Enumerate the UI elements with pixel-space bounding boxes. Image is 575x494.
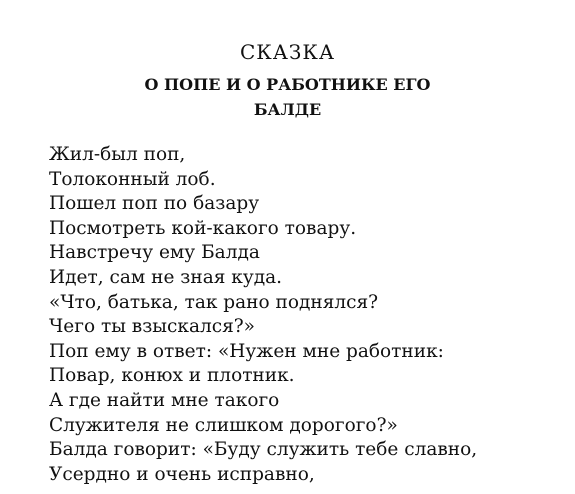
poem-text (49, 143, 477, 487)
poem-line: Служителя не слишком дорогого?» (49, 414, 398, 436)
poem-line: Усердно и очень исправно, (49, 463, 315, 485)
poem-subtitle-line-1: О ПОПЕ И О РАБОТНИКЕ ЕГО (144, 75, 431, 94)
poem-subtitle-line-2: БАЛДЕ (253, 100, 322, 119)
poem-line: Посмотреть кой-какого товару. (49, 217, 357, 239)
poem-line: Повар, конюх и плотник. (49, 365, 295, 387)
poem-line: Пошел поп по базару (49, 193, 260, 215)
poem-line: Жил-был поп, (49, 144, 186, 165)
poem-line: А где найти мне такого (49, 389, 280, 411)
poem-line: Навстречу ему Балда (49, 242, 260, 264)
poem-line: Толоконный лоб. (49, 168, 216, 190)
poem-line: Балда говорит: «Буду служить тебе славно, (49, 439, 478, 461)
poem-line: Поп ему в ответ: «Нужен мне работник: (49, 340, 444, 362)
poem-title: СКАЗКА (239, 40, 335, 64)
poem-line: «Что, батька, так рано поднялся? (49, 291, 379, 313)
poem-line: Чего ты взыскался?» (49, 316, 256, 338)
poem-line: Идет, сам не зная куда. (49, 266, 283, 288)
